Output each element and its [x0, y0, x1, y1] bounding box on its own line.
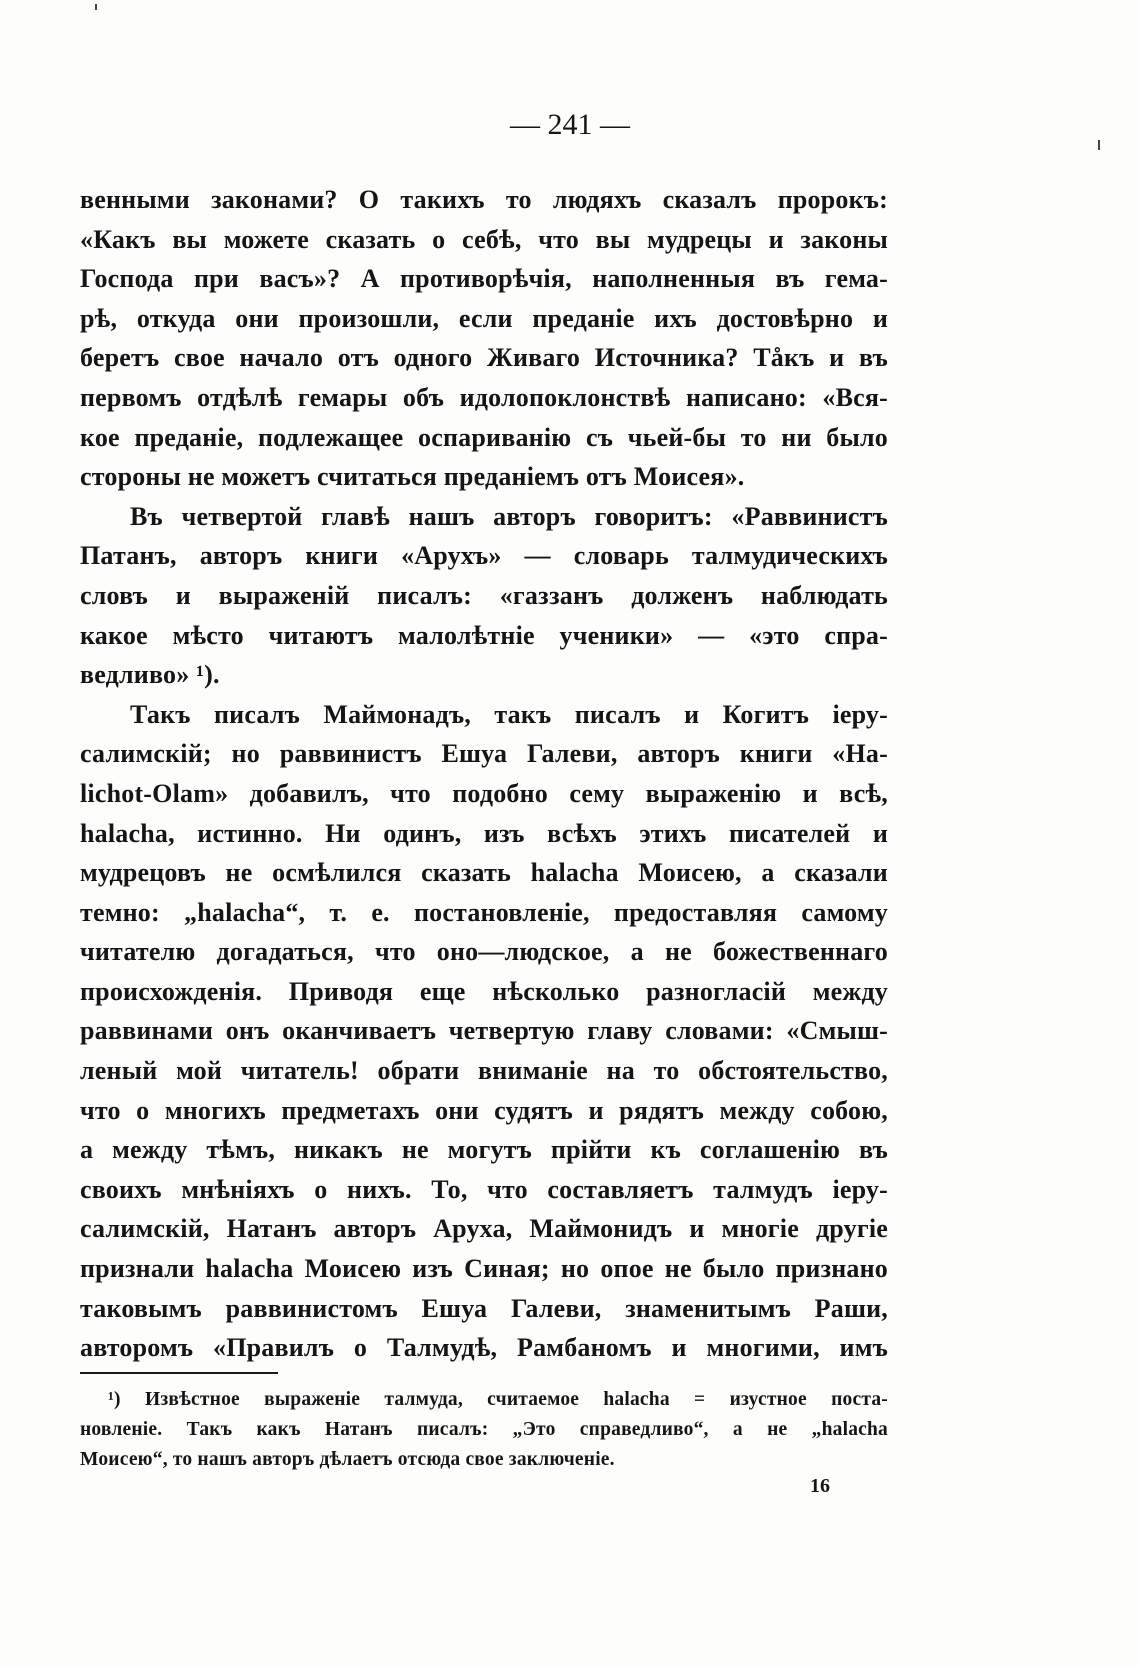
text-line: салимскій; но раввинистъ Ешуа Галеви, авторъ книги «Ha-	[80, 739, 888, 769]
text-line: беретъ свое начало отъ одного Живаго Источника? Тåкъ и въ	[80, 343, 888, 373]
text-line: Господа при васъ»? А противорѣчія, наполненныя въ гема-	[80, 264, 888, 294]
text-line: признали halacha Моисею изъ Синая; но опое не было признано	[80, 1254, 888, 1284]
text-line: кое преданіе, подлежащее оспариванію съ чьей-бы то ни было	[80, 422, 888, 452]
text-line: Такъ писалъ Маймонадъ, такъ писалъ и Когитъ іеру-	[130, 699, 888, 729]
text-line: происхожденія. Приводя еще нѣсколько разногласій между	[80, 976, 888, 1006]
text-line: ведливо» ¹).	[80, 660, 220, 690]
page-number: — 241 —	[510, 108, 630, 141]
text-line: «Какъ вы можете сказать о себѣ, что вы мудрецы и законы	[80, 224, 888, 254]
text-line: авторомъ «Правилъ о Талмудѣ, Рамбаномъ и многими, имъ	[80, 1333, 888, 1363]
text-line: Въ четвертой главѣ нашъ авторъ говоритъ: «Раввинистъ	[130, 501, 888, 531]
text-line: рѣ, откуда они произошли, если преданіе ихъ достовѣрно и	[80, 303, 888, 333]
scan-speck	[1098, 140, 1100, 150]
text-line: стороны не можетъ считаться преданіемъ отъ Моисея».	[80, 462, 745, 492]
footnote-divider	[80, 1372, 278, 1374]
footnote-line: Моисею“, то нашъ авторъ дѣлаетъ отсюда свое заключеніе.	[80, 1449, 615, 1470]
scan-speck	[95, 4, 97, 10]
text-line: мудрецовъ не осмѣлился сказать halacha Моисею, а сказали	[80, 858, 888, 888]
text-line: темно: „halacha“, т. е. постановленіе, предоставляя самому	[80, 897, 888, 927]
text-line: венными законами? О такихъ то людяхъ сказалъ пророкъ:	[80, 185, 888, 214]
text-line: раввинами онъ оканчиваетъ четвертую главу словами: «Смыш-	[80, 1016, 888, 1046]
text-line: таковымъ раввинистомъ Ешуа Галеви, знаменитымъ Раши,	[80, 1293, 888, 1323]
body-text	[80, 180, 888, 1368]
text-line: словъ и выраженій писалъ: «газзанъ долженъ наблюдать	[80, 580, 888, 610]
text-line: halacha, истинно. Ни одинъ, изъ всѣхъ этихъ писателей и	[80, 818, 888, 848]
text-line: леный мой читатель! обрати вниманіе на то обстоятельство,	[80, 1056, 888, 1086]
text-line: lichot-Olam» добавилъ, что подобно сему выраженію и всѣ,	[80, 778, 888, 808]
text-line: первомъ отдѣлѣ гемары объ идолопоклонствѣ написано: «Вся-	[80, 382, 888, 412]
text-line: что о многихъ предметахъ они судятъ и рядятъ между собою,	[80, 1095, 888, 1125]
text-line: какое мѣсто читаютъ малолѣтніе ученики» — «это спра-	[80, 620, 888, 650]
footnote-line: ¹) Извѣстное выраженіе талмуда, считаемое halacha = изустное поста-	[108, 1389, 888, 1410]
text-line: салимскій, Натанъ авторъ Аруха, Маймонидъ и многіе другіе	[80, 1214, 888, 1244]
text-line: Патанъ, авторъ книги «Арухъ» — словарь талмудическихъ	[80, 541, 888, 571]
footnote	[80, 1385, 888, 1475]
text-line: своихъ мнѣніяхъ о нихъ. То, что составляетъ талмудъ іеру-	[80, 1174, 888, 1204]
footnote-line: новленіе. Такъ какъ Натанъ писалъ: „Это справедливо“, а не „halacha	[80, 1419, 888, 1440]
signature-mark: 16	[810, 1475, 830, 1497]
text-line: а между тѣмъ, никакъ не могутъ прійти къ соглашенію въ	[80, 1135, 888, 1165]
text-line: читателю догадаться, что оно—людское, а не божественнаго	[80, 937, 888, 967]
